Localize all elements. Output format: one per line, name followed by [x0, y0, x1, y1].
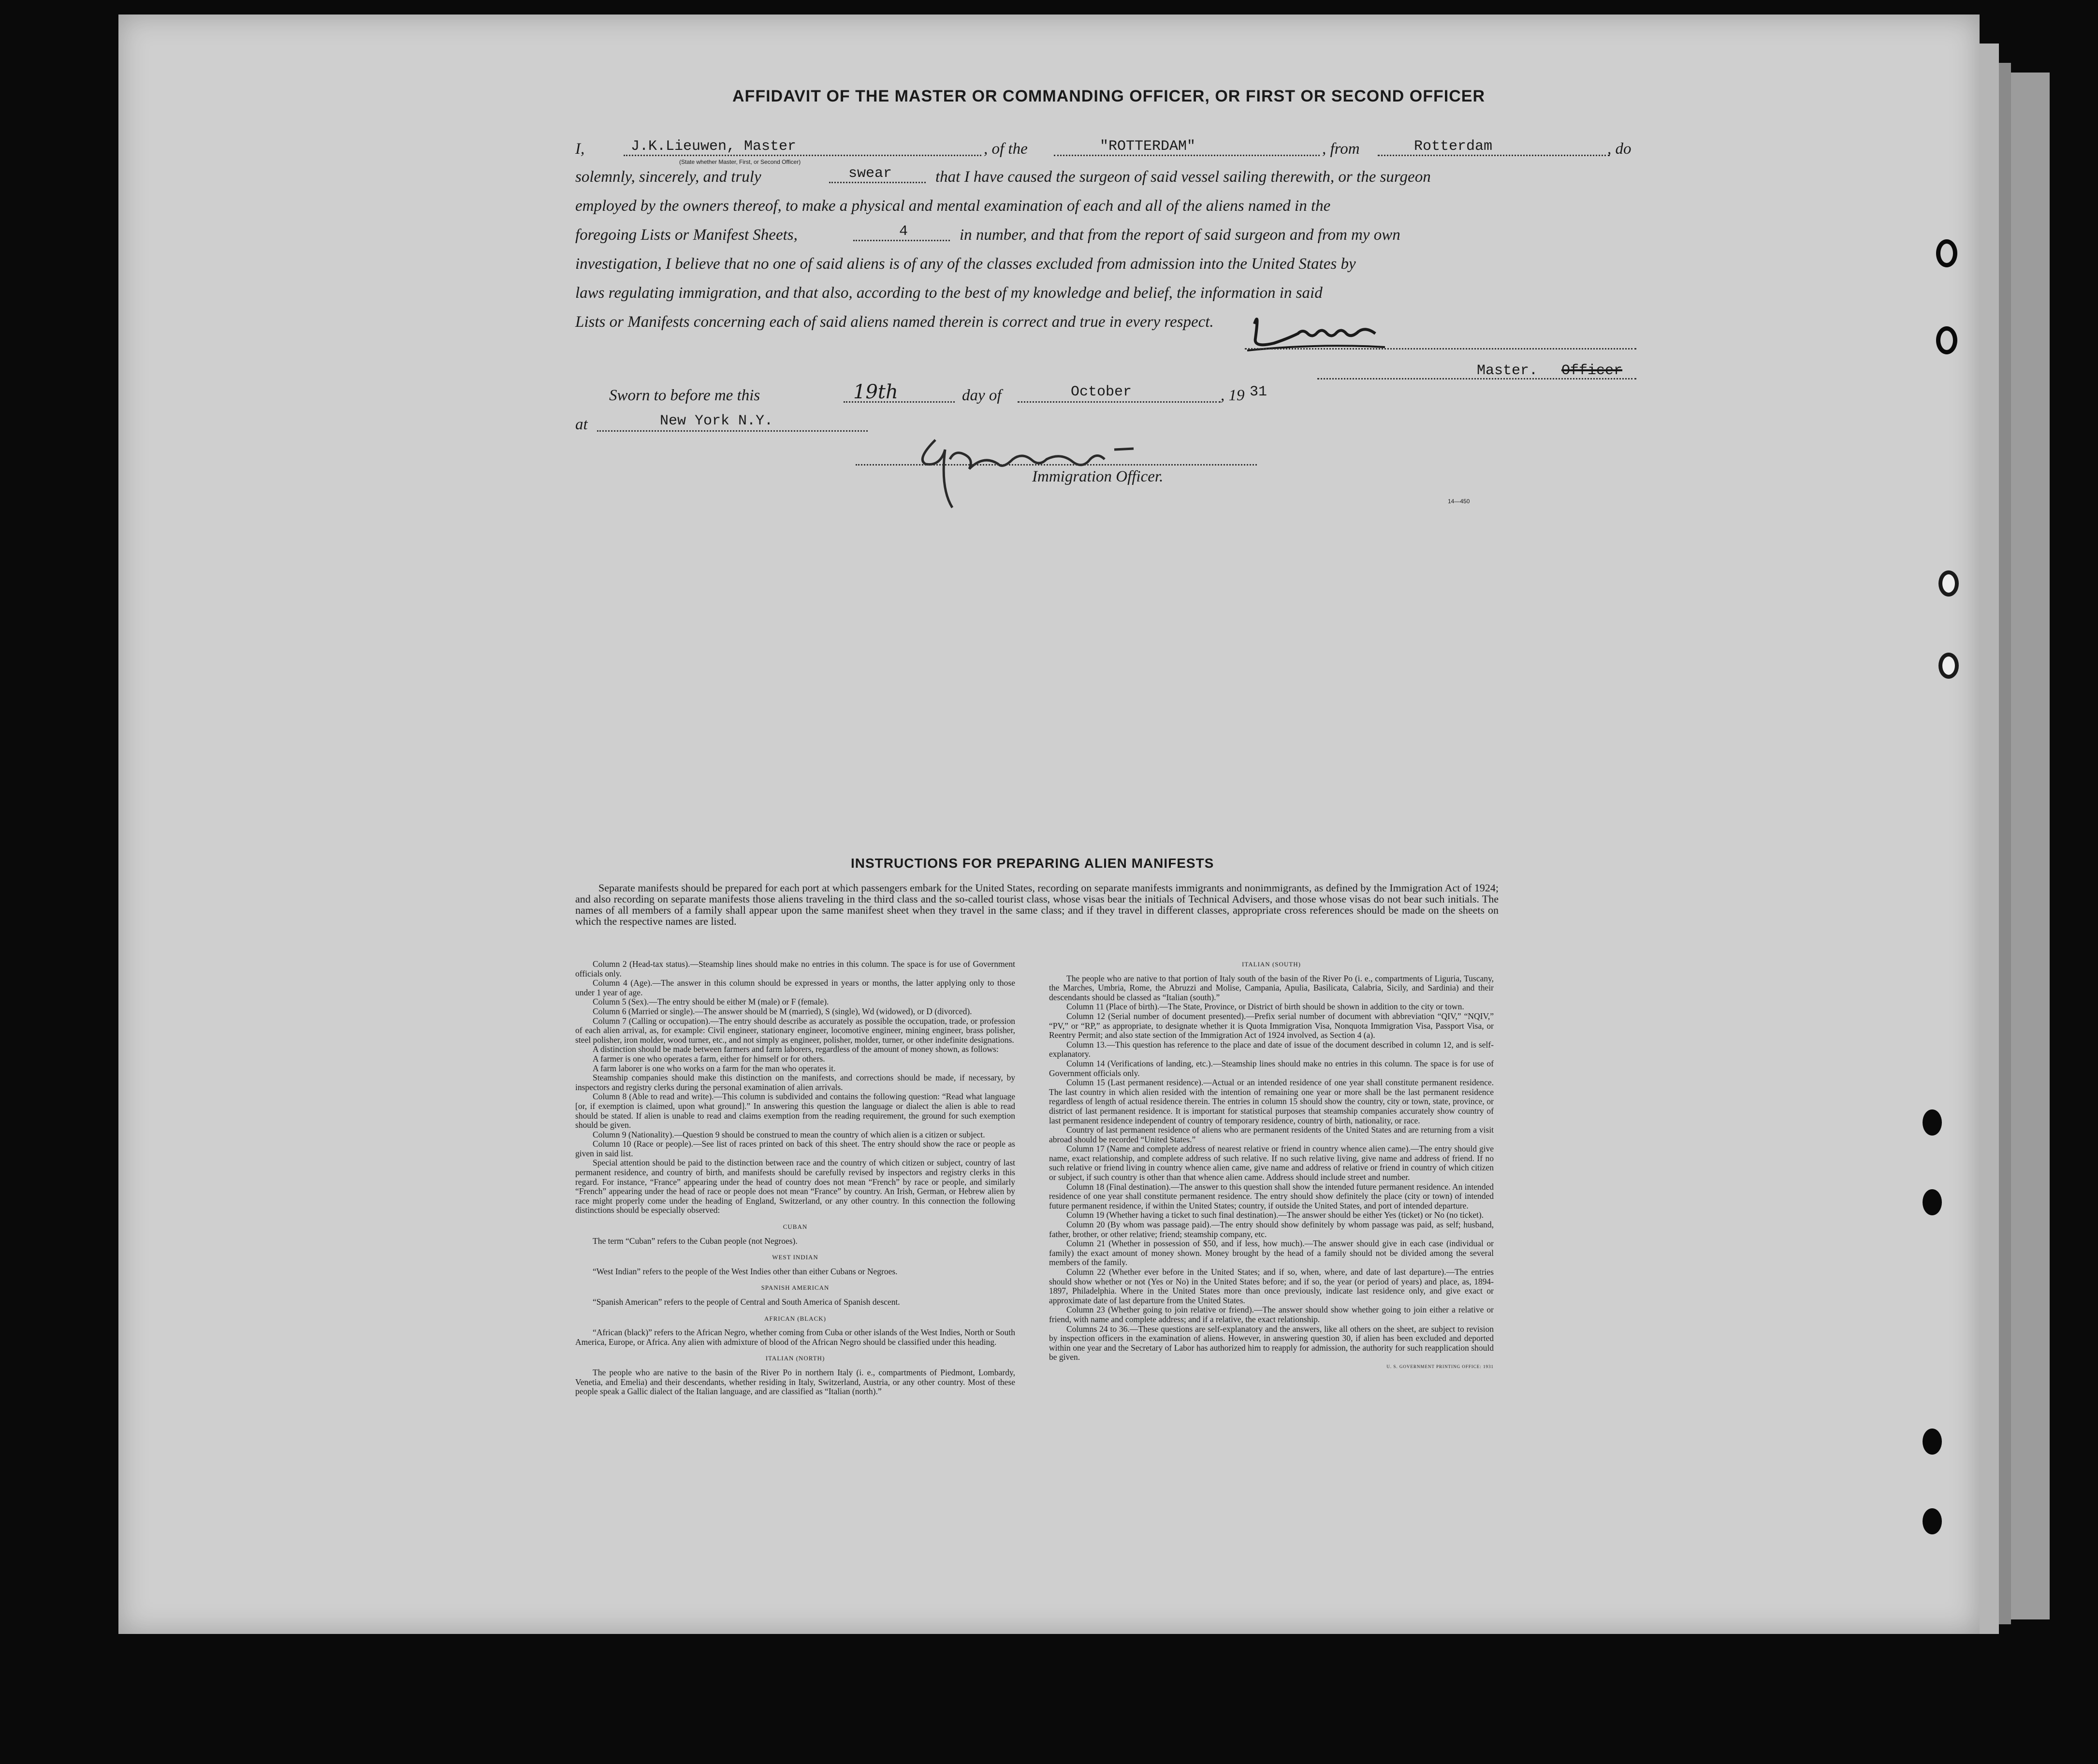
sworn-year-pre: , 19 [1221, 387, 1245, 404]
punch-hole-6 [1923, 1189, 1942, 1215]
page-stack-edge-3 [2011, 73, 2050, 1619]
right-p13: Column 13.—This question has reference to the place and date of issue of the document described in column 12, and is self-explanatory. [1049, 1039, 1494, 1059]
left-african: “African (black)” refers to the African Negro, whether coming from Cuba or other islands of the West Indies, North or South America, Europe, or Africa. Any alien with admixture of blood of the African Negro should be classified under this heading. [575, 1327, 1015, 1347]
punch-hole-2 [1936, 326, 1957, 354]
page-stack-edge-2 [1999, 63, 2011, 1624]
port-field-underline [1378, 155, 1610, 156]
right-p16: Country of last permanent residence of aliens who are permanent residents of the United States and are returning from a visit abroad should be recorded “United States.” [1049, 1125, 1494, 1144]
left-p8: A farm laborer is one who works on a farm for the man who operates it. [593, 1063, 836, 1073]
instructions-right-column [1049, 960, 1494, 1372]
affidavit-line-5: investigation, I believe that no one of said aliens is of any of the classes excluded from admission into the United States by [575, 255, 1356, 273]
officer-title: Immigration Officer. [1032, 468, 1164, 485]
affidavit-line-1 [575, 140, 584, 158]
instructions-title: INSTRUCTIONS FOR PREPARING ALIEN MANIFESTS [851, 856, 1214, 871]
affidavit-line-7: Lists or Manifests concerning each of said aliens named therein is correct and true in every respect. [575, 313, 1214, 331]
right-p11: Column 11 (Place of birth).—The State, Province, or District of birth should be shown in addition to the city or town. [1066, 1002, 1464, 1012]
left-p1: Column 2 (Head-tax status).—Steamship lines should make no entries in this column. The space is for use of Government officials only. [575, 959, 1015, 978]
left-p11: Column 9 (Nationality).—Question 9 should be construed to mean the country of which alien is a citizen or subject. [593, 1129, 985, 1139]
officer-signature-line [856, 464, 1257, 466]
right-p17: Column 17 (Name and complete address of nearest relative or friend in country whence alien came).—The entry should give name, exact relationship, and complete address of such relative. If no such relative living, give name and address of friend. If no such relative or friend living in country whence alien came, give name and address of relative or friend in country of which citizen or subject, if such country is other than that whence alien came. Address should include street and number. [1049, 1144, 1494, 1182]
heading-italian-north: ITALIAN (NORTH) [765, 1355, 825, 1362]
right-p14: Column 14 (Verifications of landing, etc.).—Steamship lines should make no entries in this column. The space is for use of Government officials only. [1049, 1058, 1494, 1078]
binder-hole-4 [2083, 1470, 2098, 1491]
printer-imprint: U. S. GOVERNMENT PRINTING OFFICE: 1931 [1386, 1364, 1494, 1369]
month-field-underline [1018, 401, 1221, 403]
master-name-field: J.K.Lieuwen, Master [631, 138, 797, 155]
left-italian-north: The people who are native to the basin of the River Po in northern Italy (i. e., compartments of Piedmont, Lombardy, Venetia, and Emelia) and their descendants, whether residing in Italy, Switzerland, Austria, or any other country. Most of these people speak a Gallic dialect of the Italian language, and are classified as “Italian (north).” [575, 1367, 1015, 1397]
sworn-pre: Sworn to before me this [609, 387, 760, 404]
affidavit-line-4-post: in number, and that from the report of said surgeon and from my own [960, 226, 1400, 244]
left-p4: Column 6 (Married or single).—The answer should be M (married), S (single), Wd (widowed), or D (divorced). [593, 1006, 972, 1016]
signature-line [1245, 348, 1636, 350]
punch-hole-4 [1938, 653, 1959, 679]
right-p20: Column 20 (By whom was passage paid).—The entry should show definitely by whom passage was paid, as self; husband, father, brother, or other relative; friend; steamship company, etc. [1049, 1220, 1494, 1239]
intro-paragraph: Separate manifests should be prepared for each port at which passengers embark for the United States, recording on separate manifests immigrants and nonimmigrants, as defined by the Immigration Act of 1924; and also recording on separate manifests those aliens traveling in the third class and the so-called tourist class, whose visas bear the initials of Technical Advisers, and those whose visas do not bear such initials. The names of all members of a family shall appear upon the same manifest sheet when they travel in the same class; and if they travel in different classes, appropriate cross references should be made on the sheets on which the respective names are listed. [575, 882, 1499, 927]
day-field: 19th [853, 381, 898, 403]
punch-hole-8 [1923, 1508, 1942, 1534]
form-number: 14—450 [1448, 498, 1470, 505]
oath-field: swear [848, 165, 892, 182]
affidavit-line-6: laws regulating immigration, and that also, according to the best of my knowledge and belief, the information in said [575, 284, 1323, 302]
left-p7: A farmer is one who operates a farm, either for himself or for others. [593, 1053, 825, 1064]
heading-cuban: CUBAN [783, 1223, 808, 1231]
right-p15: Column 15 (Last permanent residence).—Actual or an intended residence of one year shall constitute permanent residence. The last country in which alien resided with the intention of remaining one year or more shall be the last permanent residence regardless of length of actual residence therein. The entries in column 15 should show the country, city or town, state, province, or district of last permanent residence. It is important for statistical purposes that steamship companies accurately show country of last permanent residence independent of country of temporary residence, country of birth, nationality, or race. [1049, 1078, 1494, 1125]
binder-hole-3 [2083, 1392, 2098, 1414]
right-p22: Column 22 (Whether ever before in the United States; and if so, when, where, and date of last departure).—The entries should show whether or not (Yes or No) in the United States before; and if so, the year (or period of years) and place, as, 1894-1897, Philadelphia. Where in the United States more than once previously, indicate last residence only, and give exact or approximate date of last departure from the United States. [1049, 1267, 1494, 1305]
right-p21: Column 21 (Whether in possession of $50, and if less, how much).—The answer should give in each case (individual or family) the exact amount of money shown. Money brought by the head of a family should not be divided among the several members of the family. [1049, 1239, 1494, 1268]
affidavit-line-2-pre: solemnly, sincerely, and truly [575, 168, 761, 186]
instructions-left-column [575, 960, 1015, 1397]
left-p12: Column 10 (Race or people).—See list of races printed on back of this sheet. The entry should show the race or people as given in said list. [575, 1139, 1015, 1158]
officer-signature-text [1037, 459, 1039, 460]
left-p2: Column 4 (Age).—The answer in this column should be expressed in years or months, the latter applying only to those under 1 year of age. [575, 978, 1015, 997]
vessel-name-field: "ROTTERDAM" [1100, 138, 1196, 155]
text-of-the: , of the [984, 140, 1028, 158]
place-field: New York N.Y. [660, 413, 773, 429]
instructions-intro [575, 882, 1499, 927]
punch-hole-7 [1923, 1429, 1942, 1455]
affidavit-line-3: employed by the owners thereof, to make a physical and mental examination of each and all of the aliens named in the [575, 197, 1331, 215]
heading-african: AFRICAN (BLACK) [764, 1314, 827, 1322]
left-west-indian: “West Indian” refers to the people of the West Indies other than either Cubans or Negroes. [593, 1266, 898, 1276]
year-field: 31 [1250, 384, 1268, 400]
left-spanish-american: “Spanish American” refers to the people of Central and South America of Spanish descent. [593, 1297, 900, 1307]
manifest-page [118, 15, 1980, 1634]
month-field: October [1071, 384, 1132, 400]
right-italian-south: The people who are native to that portion of Italy south of the basin of the River Po (i. e., compartments of Liguria, Tuscany, the Marches, Umbria, Rome, the Abruzzi and Molise, Campania, Apulia, Basilicata, Calabria, Sicily, and Sardinia) and their descendants should be classed as “Italian (south).” [1049, 973, 1494, 1002]
left-cuban: The term “Cuban” refers to the Cuban people (not Negroes). [593, 1236, 798, 1246]
page-stack-edge [1980, 44, 1999, 1634]
punch-hole-3 [1938, 570, 1959, 597]
right-p19: Column 19 (Whether having a ticket to such final destination).—The answer should be either Yes (ticket) or No (no ticket). [1066, 1210, 1484, 1220]
affidavit-title: AFFIDAVIT OF THE MASTER OR COMMANDING OFFICER, OR FIRST OR SECOND OFFICER [732, 87, 1485, 105]
heading-west-indian: WEST INDIAN [772, 1254, 818, 1261]
port-field: Rotterdam [1414, 138, 1493, 155]
rank-caption: (State whether Master, First, or Second Officer) [679, 159, 801, 165]
affidavit-line-2-post: that I have caused the surgeon of said vessel sailing therewith, or the surgeon [935, 168, 1431, 186]
right-p24: Columns 24 to 36.—These questions are self-explanatory and the answers, like all others on the sheet, are subject to revision by inspection officers in the examination of aliens. However, in answering question 30, if alien has been excluded and deported within one year and the Secretary of Labor has authorized him to reapply for admission, the authority for such reapplication should be given. [1049, 1324, 1494, 1362]
right-p23: Column 23 (Whether going to join relative or friend).—The answer should show whether going to join either a relative or friend, with name and complete address; and if a relative, the exact relationship. [1049, 1305, 1494, 1324]
left-p9: Steamship companies should make this distinction on the manifests, and corrections should be made, if necessary, by inspectors and registry clerks during the personal examination of alien arrivals. [575, 1073, 1015, 1092]
heading-italian-south: ITALIAN (SOUTH) [1242, 961, 1301, 968]
at-pre: at [575, 416, 588, 433]
text-from: , from [1322, 140, 1360, 158]
affidavit-line-4-pre: foregoing Lists or Manifest Sheets, [575, 226, 798, 244]
name-field-underline [624, 155, 981, 156]
heading-spanish-american: SPANISH AMERICAN [761, 1284, 830, 1292]
binder-hole-2 [2083, 1146, 2098, 1167]
sheet-count-field: 4 [899, 223, 908, 240]
punch-hole-5 [1923, 1109, 1942, 1136]
right-p18: Column 18 (Final destination).—The answer to this question shall show the intended future permanent residence. An intended residence of one year shall constitute permanent residence. The entry should show definitely the place (city or town) of intended future permanent residence, if within the United States; country, if outside the United States, and port of intended departure. [1049, 1181, 1494, 1210]
right-p12: Column 12 (Serial number of document presented).—Prefix serial number of document with abbreviation “QIV,” “NQIV,” “PV,” or “RP,” as appropriate, to designate whether it is Quota Immigration Visa, Nonquota Immigration Visa, Passport Visa, or Reentry Permit; and also state section of the Immigration Act of 1924 involved, as Section 4 (a). [1049, 1011, 1494, 1040]
left-p10: Column 8 (Able to read and write).—This column is subdivided and contains the following question: “Read what language [or, if exemption is claimed, upon what ground].” In answering this question the language or dialect the alien is able to read should be stated. If alien is unable to read and claims exemption from the reading requirement, the ground for such exemption should be given. [575, 1092, 1015, 1130]
left-p5: Column 7 (Calling or occupation).—The entry should describe as accurately as possible the occupation, trade, or profession of each alien arrival, as, for example: Civil engineer, stationary engineer, locomotive engineer, mining engineer, brass polisher, steel polisher, iron molder, wood turner, etc., and not simply as engineer, polisher, molder, turner, or other indefinite designations. [575, 1016, 1015, 1045]
oath-field-underline [829, 182, 926, 183]
left-p6: A distinction should be made between farmers and farm laborers, regardless of the amount of money shown, as follows: [593, 1044, 999, 1054]
count-field-underline [853, 240, 950, 241]
role-struck-field: Officer [1561, 363, 1623, 379]
vessel-field-underline [1054, 155, 1320, 156]
role-field: Master. [1477, 363, 1538, 379]
left-p13: Special attention should be paid to the distinction between race and the country of which citizen or subject, country of last permanent residence, and country of birth, and manifests should be carefully revised by inspectors and registry clerks in this regard. For instance, “France” appearing under the head of country does not mean “French” by race or people, and similarly “French” appearing under the head of race or people does not mean “France” by country. An Irish, German, or Hebrew alien by race might properly come under the heading of England, Switzerland, or any other country. In this connection the following distinctions should be especially observed: [575, 1158, 1015, 1215]
text-i: I, [575, 140, 585, 158]
text-do: , do [1607, 140, 1632, 158]
place-field-underline [597, 430, 868, 432]
left-p3: Column 5 (Sex).—The entry should be either M (male) or F (female). [593, 997, 829, 1007]
punch-hole-1 [1936, 239, 1957, 267]
binder-hole-1 [2083, 1068, 2098, 1090]
sworn-day-of: day of [962, 387, 1002, 404]
